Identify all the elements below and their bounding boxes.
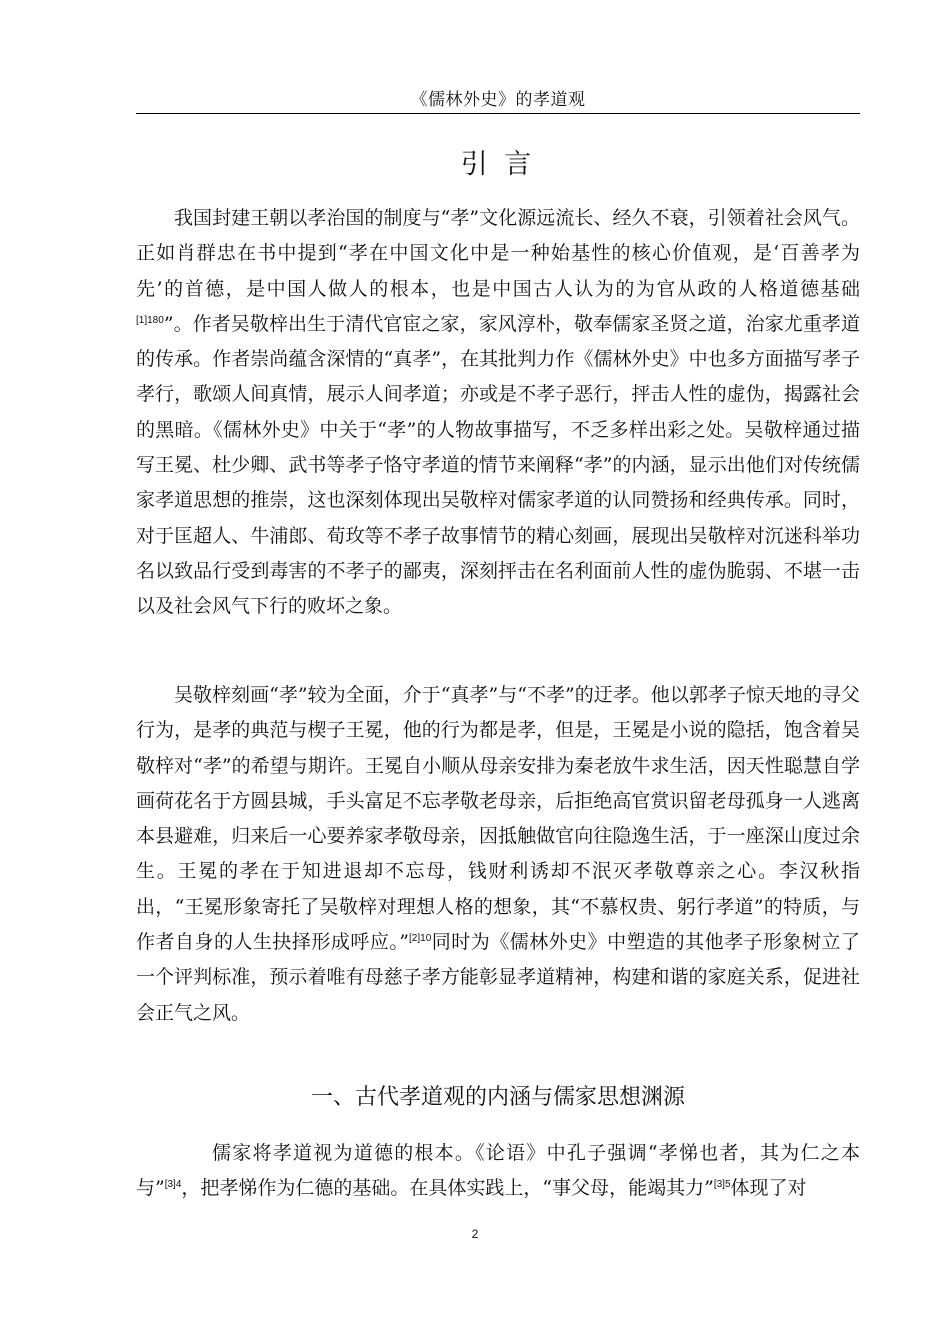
paragraph-text: 儒家将孝道视为道德的根本。《论语》中孔子强调“孝悌也者，其为仁之本与” <box>136 1142 860 1200</box>
citation-1: [1]180 <box>136 314 164 326</box>
paragraph-text: 我国封建王朝以孝治国的制度与“孝”文化源远流长、经久不衰，引领着社会风气。正如肖群忠在书中提到“孝在中国文化中是一种始基性的核心价值观，是‘百善孝为先’的首德，是中国人做人的根本，也是中国古人认为的为官从政的人格道德基础 <box>136 207 860 300</box>
intro-paragraph-2 <box>136 678 860 1031</box>
header-rule <box>136 113 860 114</box>
citation-2: [2]10 <box>409 933 432 945</box>
paragraph-text: 体现了对 <box>730 1177 807 1200</box>
section-1-paragraph-1 <box>136 1136 860 1207</box>
running-header: 《儒林外史》的孝道观 <box>410 90 586 110</box>
paragraph-text: 同时为《儒林外史》中塑造的其他孝子形象树立了一个评判标准，预示着唯有母慈子孝方能彰显孝道精神，构建和谐的家庭关系，促进社会正气之风。 <box>136 931 860 1024</box>
paragraph-text: ，把孝悌作为仁德的基础。在具体实践上，“事父母，能竭其力” <box>181 1177 714 1200</box>
intro-paragraph-1 <box>136 201 860 625</box>
paragraph-text: 吴敬梓刻画“孝”较为全面，介于“真孝”与“不孝”的迂孝。他以郭孝子惊天地的寻父行为，是孝的典范与楔子王冕，他的行为都是孝，但是，王冕是小说的隐括，饱含着吴敬梓对“孝”的希望与期许。王冕自小顺从母亲安排为秦老放牛求生活，因天性聪慧自学画荷花名于方圆县城，手头富足不忘孝敬老母亲，后拒绝高官赏识留老母孤身一人逃离本县避难，归来后一心要养家孝敬母亲，因抵触做官向往隐逸生活，于一座深山度过余生。王冕的孝在于知进退却不忘母，钱财利诱却不泯灭孝敬尊亲之心。李汉秋指出，“王冕形象寄托了吴敬梓对理想人格的想象，其“不慕权贵、躬行孝道”的特质，与作者自身的人生抉择形成呼应。” <box>136 684 860 954</box>
page-number: 2 <box>471 1227 479 1241</box>
paragraph-text: ”。作者吴敬梓出生于清代官宦之家，家风淳朴，敬奉儒家圣贤之道，治家尤重孝道的传承。作者崇尚蕴含深情的“真孝”，在其批判力作《儒林外史》中也多方面描写孝子孝行，歌颂人间真情，展示人间孝道；亦或是不孝子恶行，抨击人性的虚伪，揭露社会的黑暗。《儒林外史》中关于“孝”的人物故事描写，不乏多样出彩之处。吴敬梓通过描写王冕、杜少卿、武书等孝子恪守孝道的情节来阐释“孝”的内涵，显示出他们对传统儒家孝道思想的推崇，这也深刻体现出吴敬梓对儒家孝道的认同赞扬和经典传承。同时，对于匡超人、牛浦郎、荀玫等不孝子故事情节的精心刻画，展现出吴敬梓对沉迷科举功名以致品行受到毒害的不孝子的鄙夷，深刻抨击在名利面前人性的虚伪脆弱、不堪一击以及社会风气下行的败坏之象。 <box>136 312 860 618</box>
citation-3: [3]4 <box>164 1179 182 1191</box>
section-1-title: 一、古代孝道观的内涵与儒家思想渊源 <box>310 1085 685 1110</box>
intro-title: 引 言 <box>460 149 536 180</box>
citation-4: [3]5 <box>713 1179 731 1191</box>
